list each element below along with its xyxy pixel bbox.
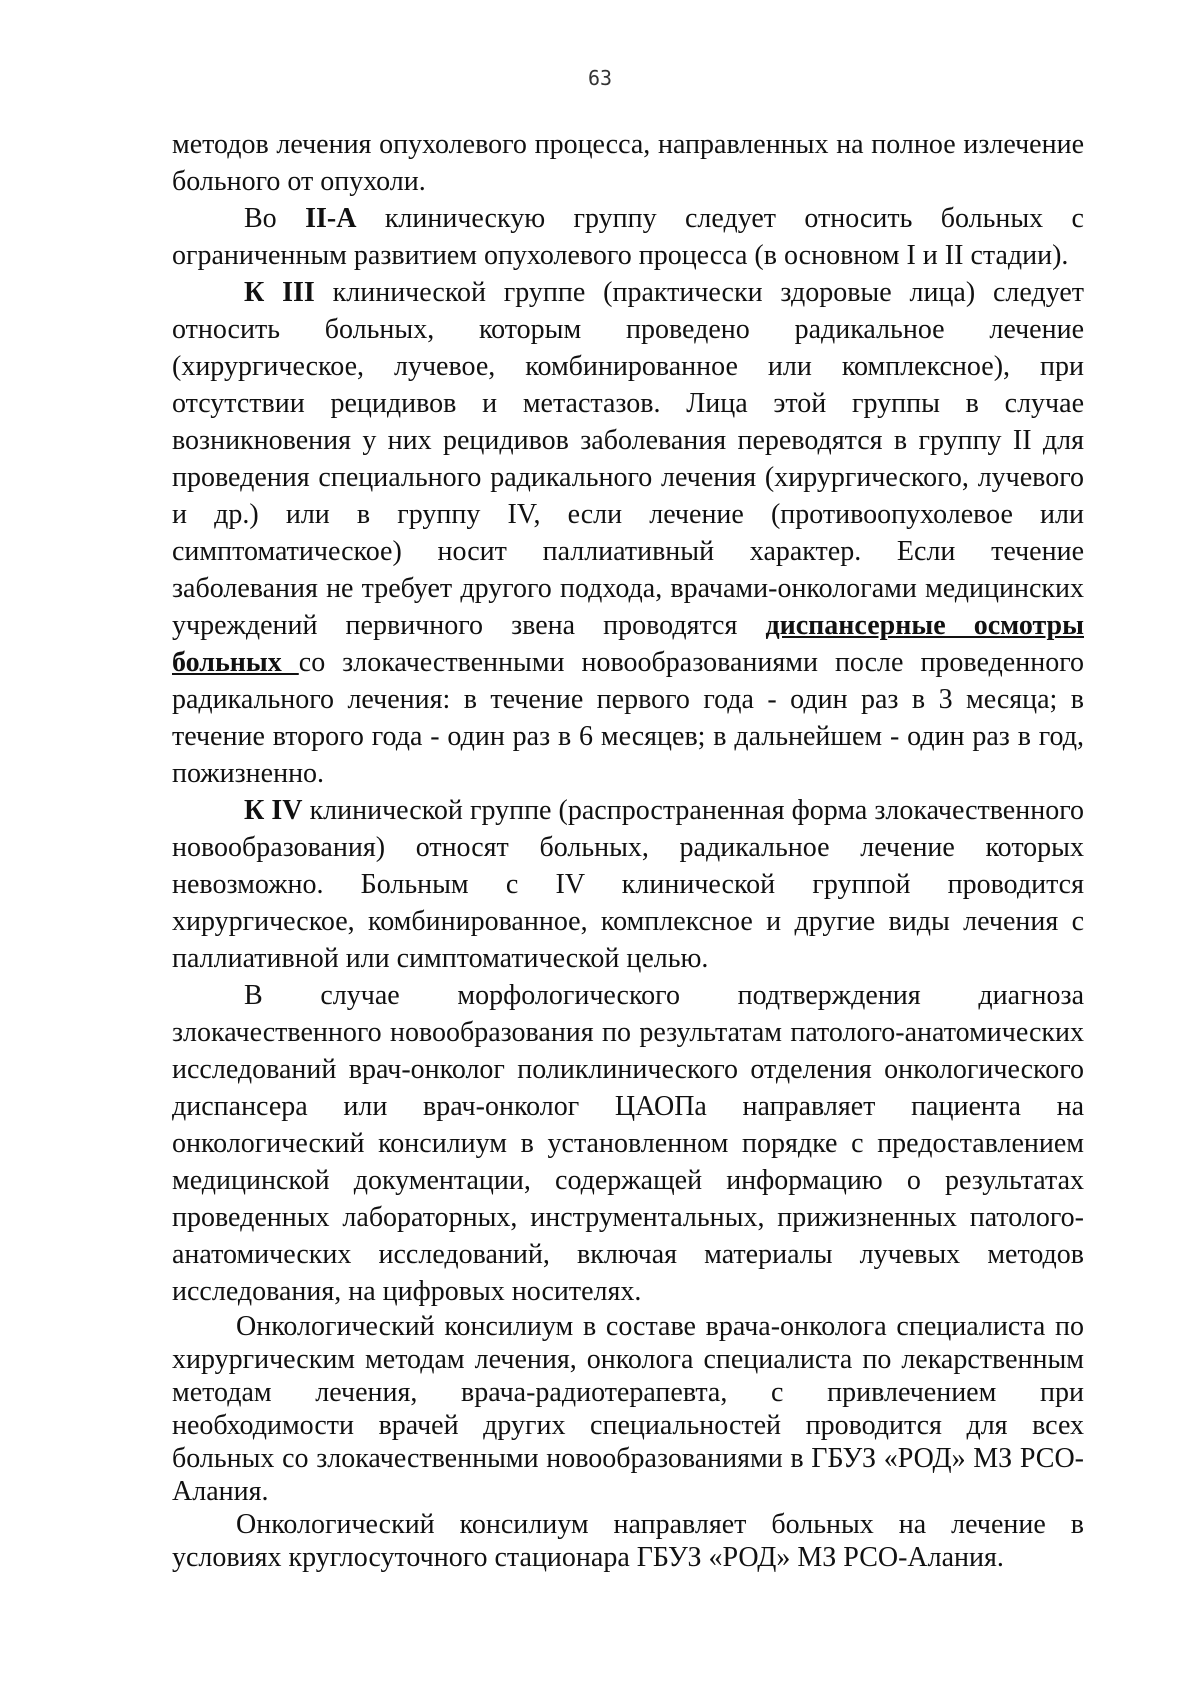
page-number: 63 bbox=[587, 66, 613, 90]
group-4-label: К IV bbox=[244, 795, 303, 826]
group-2a-label: II-A bbox=[305, 203, 357, 234]
paragraph-4-body: клинической группе (распространенная форма злокачественного новообразования) относят больных, радикальное лечение которых невозможно. Больным с IV клинической группой проводится хирургическое, комбинированное, комплексное и другие виды лечения с паллиативной или симптоматической целью. bbox=[172, 795, 1084, 974]
paragraph-7: Онкологический консилиум направляет больных на лечение в условиях круглосуточного стационара ГБУЗ «РОД» МЗ РСО-Алания. bbox=[172, 1509, 1084, 1573]
paragraph-3-tail: со злокачественными новообразованиями после проведенного радикального лечения: в течение первого года - один раз в 3 месяца; в течение второго года - один раз в 6 месяцев; в дальнейшем - один раз в год, пожизненно. bbox=[172, 647, 1084, 789]
paragraph-2 bbox=[172, 200, 1084, 274]
paragraph-6: Онкологический консилиум в составе врача-онколога специалиста по хирургическим методам лечения, онколога специалиста по лекарственным методам лечения, врача-радиотерапевта, с привлечением при необходимости врачей других специальностей проводится для всех больных со злокачественными новообразованиями в ГБУЗ «РОД» МЗ РСО-Алания. bbox=[172, 1311, 1084, 1507]
document-body bbox=[172, 126, 1084, 1574]
paragraph-3-body: клинической группе (практически здоровые лица) следует относить больных, которым проведено радикальное лечение (хирургическое, лучевое, комбинированное или комплексное), при отсутствии рецидивов и метастазов. Лица этой группы в случае возникновения у них рецидивов заболевания переводятся в группу II для проведения специального радикального лечения (хирургического, лучевого и др.) или в группу IV, если лечение (противоопухолевое или симптоматическое) носит паллиативный характер. Если течение заболевания не требует другого подхода, врачами-онкологами медицинских учреждений первичного звена проводятся bbox=[172, 277, 1084, 641]
paragraph-3 bbox=[172, 274, 1084, 792]
dispensary-exams-term: диспансерные осмотры больных bbox=[172, 610, 1084, 678]
paragraph-2-body: клиническую группу следует относить больных с ограниченным развитием опухолевого процесса (в основном I и II стадии). bbox=[172, 203, 1084, 271]
paragraph-4 bbox=[172, 792, 1084, 977]
paragraph-1: методов лечения опухолевого процесса, направленных на полное излечение больного от опухоли. bbox=[172, 129, 1084, 197]
group-3-label: К III bbox=[244, 277, 315, 308]
paragraph-5: В случае морфологического подтверждения диагноза злокачественного новообразования по результатам патолого-анатомических исследований врач-онколог поликлинического отделения онкологического диспансера или врач-онколог ЦАОПа направляет пациента на онкологический консилиум в установленном порядке с предоставлением медицинской документации, содержащей информацию о результатах проведенных лабораторных, инструментальных, прижизненных патолого-анатомических исследований, включая материалы лучевых методов исследования, на цифровых носителях. bbox=[172, 980, 1084, 1307]
paragraph-2-lead: Во bbox=[244, 203, 306, 234]
